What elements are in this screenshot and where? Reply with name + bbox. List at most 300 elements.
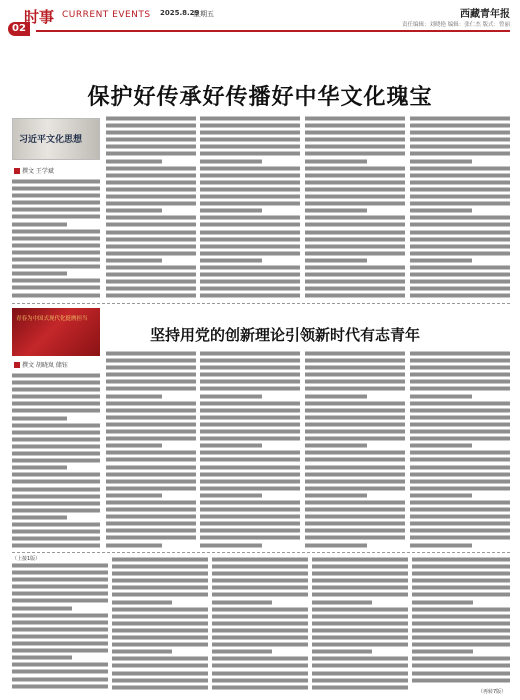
text-line [212, 584, 308, 591]
text-line [212, 662, 308, 669]
text-line [312, 648, 372, 655]
text-line [305, 257, 367, 264]
text-line [200, 520, 300, 527]
text-line [12, 500, 100, 507]
text-line [410, 393, 472, 400]
article2-byline-text: 撰文 胡晓岚 储钰 [22, 362, 68, 369]
text-line [106, 485, 196, 492]
text-line [410, 435, 510, 442]
text-line [106, 136, 196, 143]
text-line [410, 400, 510, 407]
header-divider [36, 30, 510, 32]
text-line [410, 449, 510, 456]
text-line [112, 563, 208, 570]
text-line [212, 670, 308, 677]
text-line [12, 185, 100, 192]
text-line [312, 613, 408, 620]
issue-date: 2025.8.29 [160, 9, 200, 17]
text-line [106, 464, 196, 471]
text-line [305, 143, 405, 150]
text-line [312, 599, 372, 606]
text-line [112, 677, 208, 684]
text-line [410, 506, 510, 513]
text-line [106, 364, 196, 371]
text-line [12, 612, 108, 619]
text-line [12, 576, 108, 583]
text-line [410, 492, 472, 499]
text-line [200, 172, 300, 179]
text-line [410, 229, 510, 236]
text-line [106, 172, 196, 179]
text-line [106, 506, 196, 513]
text-line [410, 143, 510, 150]
article1-byline-text: 撰文 王学斌 [22, 168, 54, 175]
text-line [12, 415, 67, 422]
text-line [106, 271, 196, 278]
text-line [410, 278, 510, 285]
text-line [412, 620, 510, 627]
text-line [106, 421, 196, 428]
article3-end-mark: （再转7版） [478, 689, 507, 695]
article1-col-2 [106, 115, 196, 300]
text-line [106, 414, 196, 421]
text-line [112, 684, 208, 691]
text-line [305, 435, 405, 442]
text-line [312, 627, 408, 634]
text-line [112, 613, 208, 620]
text-line [12, 471, 100, 478]
text-line [305, 278, 405, 285]
text-line [12, 683, 108, 690]
text-line [305, 506, 405, 513]
text-line [12, 633, 108, 640]
text-line [305, 122, 405, 129]
article2-col-3 [200, 350, 300, 550]
text-line [106, 250, 196, 257]
text-line [410, 513, 510, 520]
article3-col-5 [412, 556, 510, 686]
text-line [12, 436, 100, 443]
text-line [12, 486, 100, 493]
text-line [200, 257, 262, 264]
text-line [106, 385, 196, 392]
article1-byline [14, 166, 54, 175]
text-line [12, 292, 100, 299]
text-line [312, 620, 408, 627]
text-line [12, 493, 100, 500]
text-line [410, 414, 510, 421]
text-line [305, 393, 367, 400]
text-line [106, 442, 162, 449]
text-line [106, 165, 196, 172]
text-line [412, 556, 510, 563]
text-line [410, 364, 510, 371]
text-line [305, 364, 405, 371]
text-line [112, 634, 208, 641]
text-line [200, 378, 300, 385]
text-line [106, 179, 196, 186]
article1-image [12, 118, 100, 160]
text-line [212, 648, 272, 655]
text-line [410, 421, 510, 428]
article1-headline: 保护好传承好传播好中华文化瑰宝 [87, 85, 433, 110]
text-line [106, 243, 196, 250]
text-line [12, 562, 108, 569]
text-line [200, 350, 300, 357]
text-line [200, 485, 300, 492]
text-line [106, 292, 196, 299]
text-line [200, 471, 300, 478]
text-line [200, 214, 300, 221]
text-line [305, 542, 367, 549]
text-line [305, 236, 405, 243]
text-line [200, 278, 300, 285]
text-line [410, 136, 510, 143]
text-line [412, 634, 510, 641]
text-line [312, 563, 408, 570]
article1-col-5 [410, 115, 510, 300]
text-line [112, 570, 208, 577]
text-line [412, 655, 510, 662]
text-line [112, 648, 172, 655]
text-line [305, 357, 405, 364]
text-line [106, 229, 196, 236]
text-line [212, 606, 308, 613]
text-line [12, 569, 108, 576]
text-line [200, 464, 300, 471]
text-line [112, 599, 172, 606]
text-line [106, 527, 196, 534]
text-line [305, 449, 405, 456]
text-line [112, 584, 208, 591]
text-line [305, 292, 405, 299]
text-line [112, 641, 208, 648]
text-line [200, 385, 300, 392]
text-line [200, 400, 300, 407]
text-line [412, 591, 510, 598]
text-line [410, 485, 510, 492]
text-line [112, 662, 208, 669]
text-line [12, 178, 100, 185]
text-line [12, 221, 67, 228]
text-line [305, 243, 405, 250]
text-line [106, 143, 196, 150]
text-line [12, 514, 67, 521]
text-line [305, 150, 405, 157]
article1-image-text: 习近平文化思想 [19, 135, 83, 145]
text-line [112, 627, 208, 634]
text-line [305, 456, 405, 463]
text-line [200, 136, 300, 143]
article3-col-3 [212, 556, 308, 694]
text-line [12, 277, 100, 284]
text-line [312, 662, 408, 669]
text-line [305, 186, 405, 193]
text-line [12, 192, 100, 199]
article2-col-5 [410, 350, 510, 550]
text-line [305, 513, 405, 520]
text-line [200, 193, 300, 200]
text-line [200, 534, 300, 541]
text-line [305, 172, 405, 179]
text-line [12, 393, 100, 400]
text-line [410, 499, 510, 506]
text-line [312, 641, 408, 648]
text-line [106, 542, 162, 549]
text-line [200, 407, 300, 414]
text-line [412, 599, 473, 606]
text-line [12, 668, 108, 675]
text-line [200, 207, 262, 214]
text-line [12, 661, 108, 668]
text-line [305, 179, 405, 186]
text-line [112, 620, 208, 627]
text-line [106, 264, 196, 271]
text-line [106, 257, 162, 264]
text-line [410, 193, 510, 200]
text-line [410, 214, 510, 221]
text-line [200, 393, 262, 400]
text-line [212, 655, 308, 662]
text-line [106, 428, 196, 435]
text-line [200, 236, 300, 243]
text-line [200, 449, 300, 456]
text-line [212, 591, 308, 598]
text-line [106, 478, 196, 485]
byline-marker-icon [14, 168, 20, 174]
text-line [12, 249, 100, 256]
text-line [12, 583, 108, 590]
text-line [12, 379, 100, 386]
text-line [12, 535, 100, 542]
text-line [200, 371, 300, 378]
text-line [200, 506, 300, 513]
text-line [212, 570, 308, 577]
text-line [106, 285, 196, 292]
text-line [410, 371, 510, 378]
text-line [305, 285, 405, 292]
text-line [200, 456, 300, 463]
text-line [410, 527, 510, 534]
text-line [410, 236, 510, 243]
text-line [106, 449, 196, 456]
text-line [410, 207, 472, 214]
text-line [312, 670, 408, 677]
text-line [410, 292, 510, 299]
text-line [106, 492, 162, 499]
text-line [200, 292, 300, 299]
text-line [212, 684, 308, 691]
text-line [410, 520, 510, 527]
text-line [200, 364, 300, 371]
text-line [305, 200, 405, 207]
text-line [412, 584, 510, 591]
text-line [212, 613, 308, 620]
text-line [12, 429, 100, 436]
text-line [12, 407, 100, 414]
section-title: 时事 [24, 8, 55, 26]
text-line [106, 435, 196, 442]
text-line [12, 640, 108, 647]
byline-marker-icon [14, 362, 20, 368]
text-line [410, 250, 510, 257]
text-line [212, 556, 308, 563]
text-line [106, 400, 196, 407]
text-line [305, 158, 367, 165]
text-line [106, 371, 196, 378]
text-line [12, 400, 100, 407]
text-line [305, 264, 405, 271]
text-line [106, 122, 196, 129]
text-line [312, 591, 408, 598]
text-line [12, 386, 100, 393]
text-line [200, 542, 262, 549]
text-line [412, 670, 510, 677]
text-line [200, 115, 300, 122]
text-line [12, 422, 100, 429]
text-line [305, 385, 405, 392]
text-line [410, 534, 510, 541]
text-line [410, 122, 510, 129]
section-title-en: CURRENT EVENTS [62, 10, 151, 20]
text-line [12, 199, 100, 206]
text-line [412, 613, 510, 620]
text-line [106, 350, 196, 357]
text-line [106, 236, 196, 243]
text-line [305, 464, 405, 471]
page-header [0, 0, 520, 40]
text-line [12, 457, 100, 464]
text-line [200, 129, 300, 136]
text-line [200, 158, 262, 165]
article2-col-4 [305, 350, 405, 550]
text-line [106, 186, 196, 193]
text-line [410, 350, 510, 357]
text-line [106, 357, 196, 364]
text-line [106, 207, 162, 214]
text-line [305, 250, 405, 257]
text-line [305, 478, 405, 485]
text-line [410, 186, 510, 193]
text-line [12, 235, 100, 242]
text-line [412, 570, 510, 577]
text-line [106, 513, 196, 520]
article3-col-4 [312, 556, 408, 694]
text-line [106, 200, 196, 207]
text-line [12, 626, 108, 633]
text-line [412, 606, 510, 613]
text-line [410, 179, 510, 186]
text-line [200, 221, 300, 228]
text-line [112, 606, 208, 613]
text-line [106, 150, 196, 157]
text-line [212, 599, 272, 606]
text-line [106, 407, 196, 414]
text-line [106, 393, 162, 400]
text-line [12, 654, 72, 661]
text-line [410, 464, 510, 471]
text-line [410, 442, 472, 449]
text-line [410, 200, 510, 207]
text-line [410, 456, 510, 463]
text-line [106, 378, 196, 385]
text-line [305, 400, 405, 407]
text-line [410, 471, 510, 478]
text-line [312, 584, 408, 591]
text-line [200, 499, 300, 506]
text-line [305, 520, 405, 527]
text-line [410, 158, 472, 165]
text-line [200, 179, 300, 186]
text-line [12, 372, 100, 379]
text-line [212, 620, 308, 627]
text-line [305, 442, 367, 449]
text-line [106, 278, 196, 285]
text-line [412, 563, 510, 570]
text-line [410, 428, 510, 435]
text-line [410, 285, 510, 292]
text-line [412, 577, 510, 584]
text-line [305, 214, 405, 221]
text-line [200, 243, 300, 250]
text-line [200, 229, 300, 236]
text-line [12, 206, 100, 213]
article2-image-text: 青春为中国式现代化挺膺担当 [16, 316, 88, 322]
text-line [106, 534, 196, 541]
text-line [305, 407, 405, 414]
text-line [200, 200, 300, 207]
section-divider [12, 303, 510, 304]
text-line [312, 634, 408, 641]
text-line [106, 158, 162, 165]
text-line [106, 520, 196, 527]
text-line [305, 350, 405, 357]
newspaper-logo: 西藏青年报 [460, 9, 510, 20]
text-line [312, 577, 408, 584]
article1-col-3 [200, 115, 300, 300]
text-line [305, 165, 405, 172]
text-line [305, 136, 405, 143]
text-line [412, 648, 473, 655]
text-line [12, 263, 100, 270]
text-line [410, 129, 510, 136]
text-line [212, 577, 308, 584]
text-line [410, 243, 510, 250]
text-line [312, 684, 408, 691]
text-line [412, 641, 510, 648]
text-line [305, 421, 405, 428]
text-line [410, 150, 510, 157]
text-line [112, 591, 208, 598]
text-line [12, 597, 108, 604]
text-line [12, 242, 100, 249]
text-line [12, 521, 100, 528]
article2-byline [14, 360, 68, 369]
issue-weekday: 星期五 [193, 10, 214, 18]
text-line [305, 378, 405, 385]
text-line [106, 456, 196, 463]
article3-col-2 [112, 556, 208, 694]
text-line [106, 221, 196, 228]
text-line [12, 213, 100, 220]
text-line [305, 115, 405, 122]
text-line [410, 221, 510, 228]
text-line [410, 407, 510, 414]
text-line [212, 634, 308, 641]
text-line [12, 528, 100, 535]
text-line [305, 428, 405, 435]
text-line [12, 605, 72, 612]
